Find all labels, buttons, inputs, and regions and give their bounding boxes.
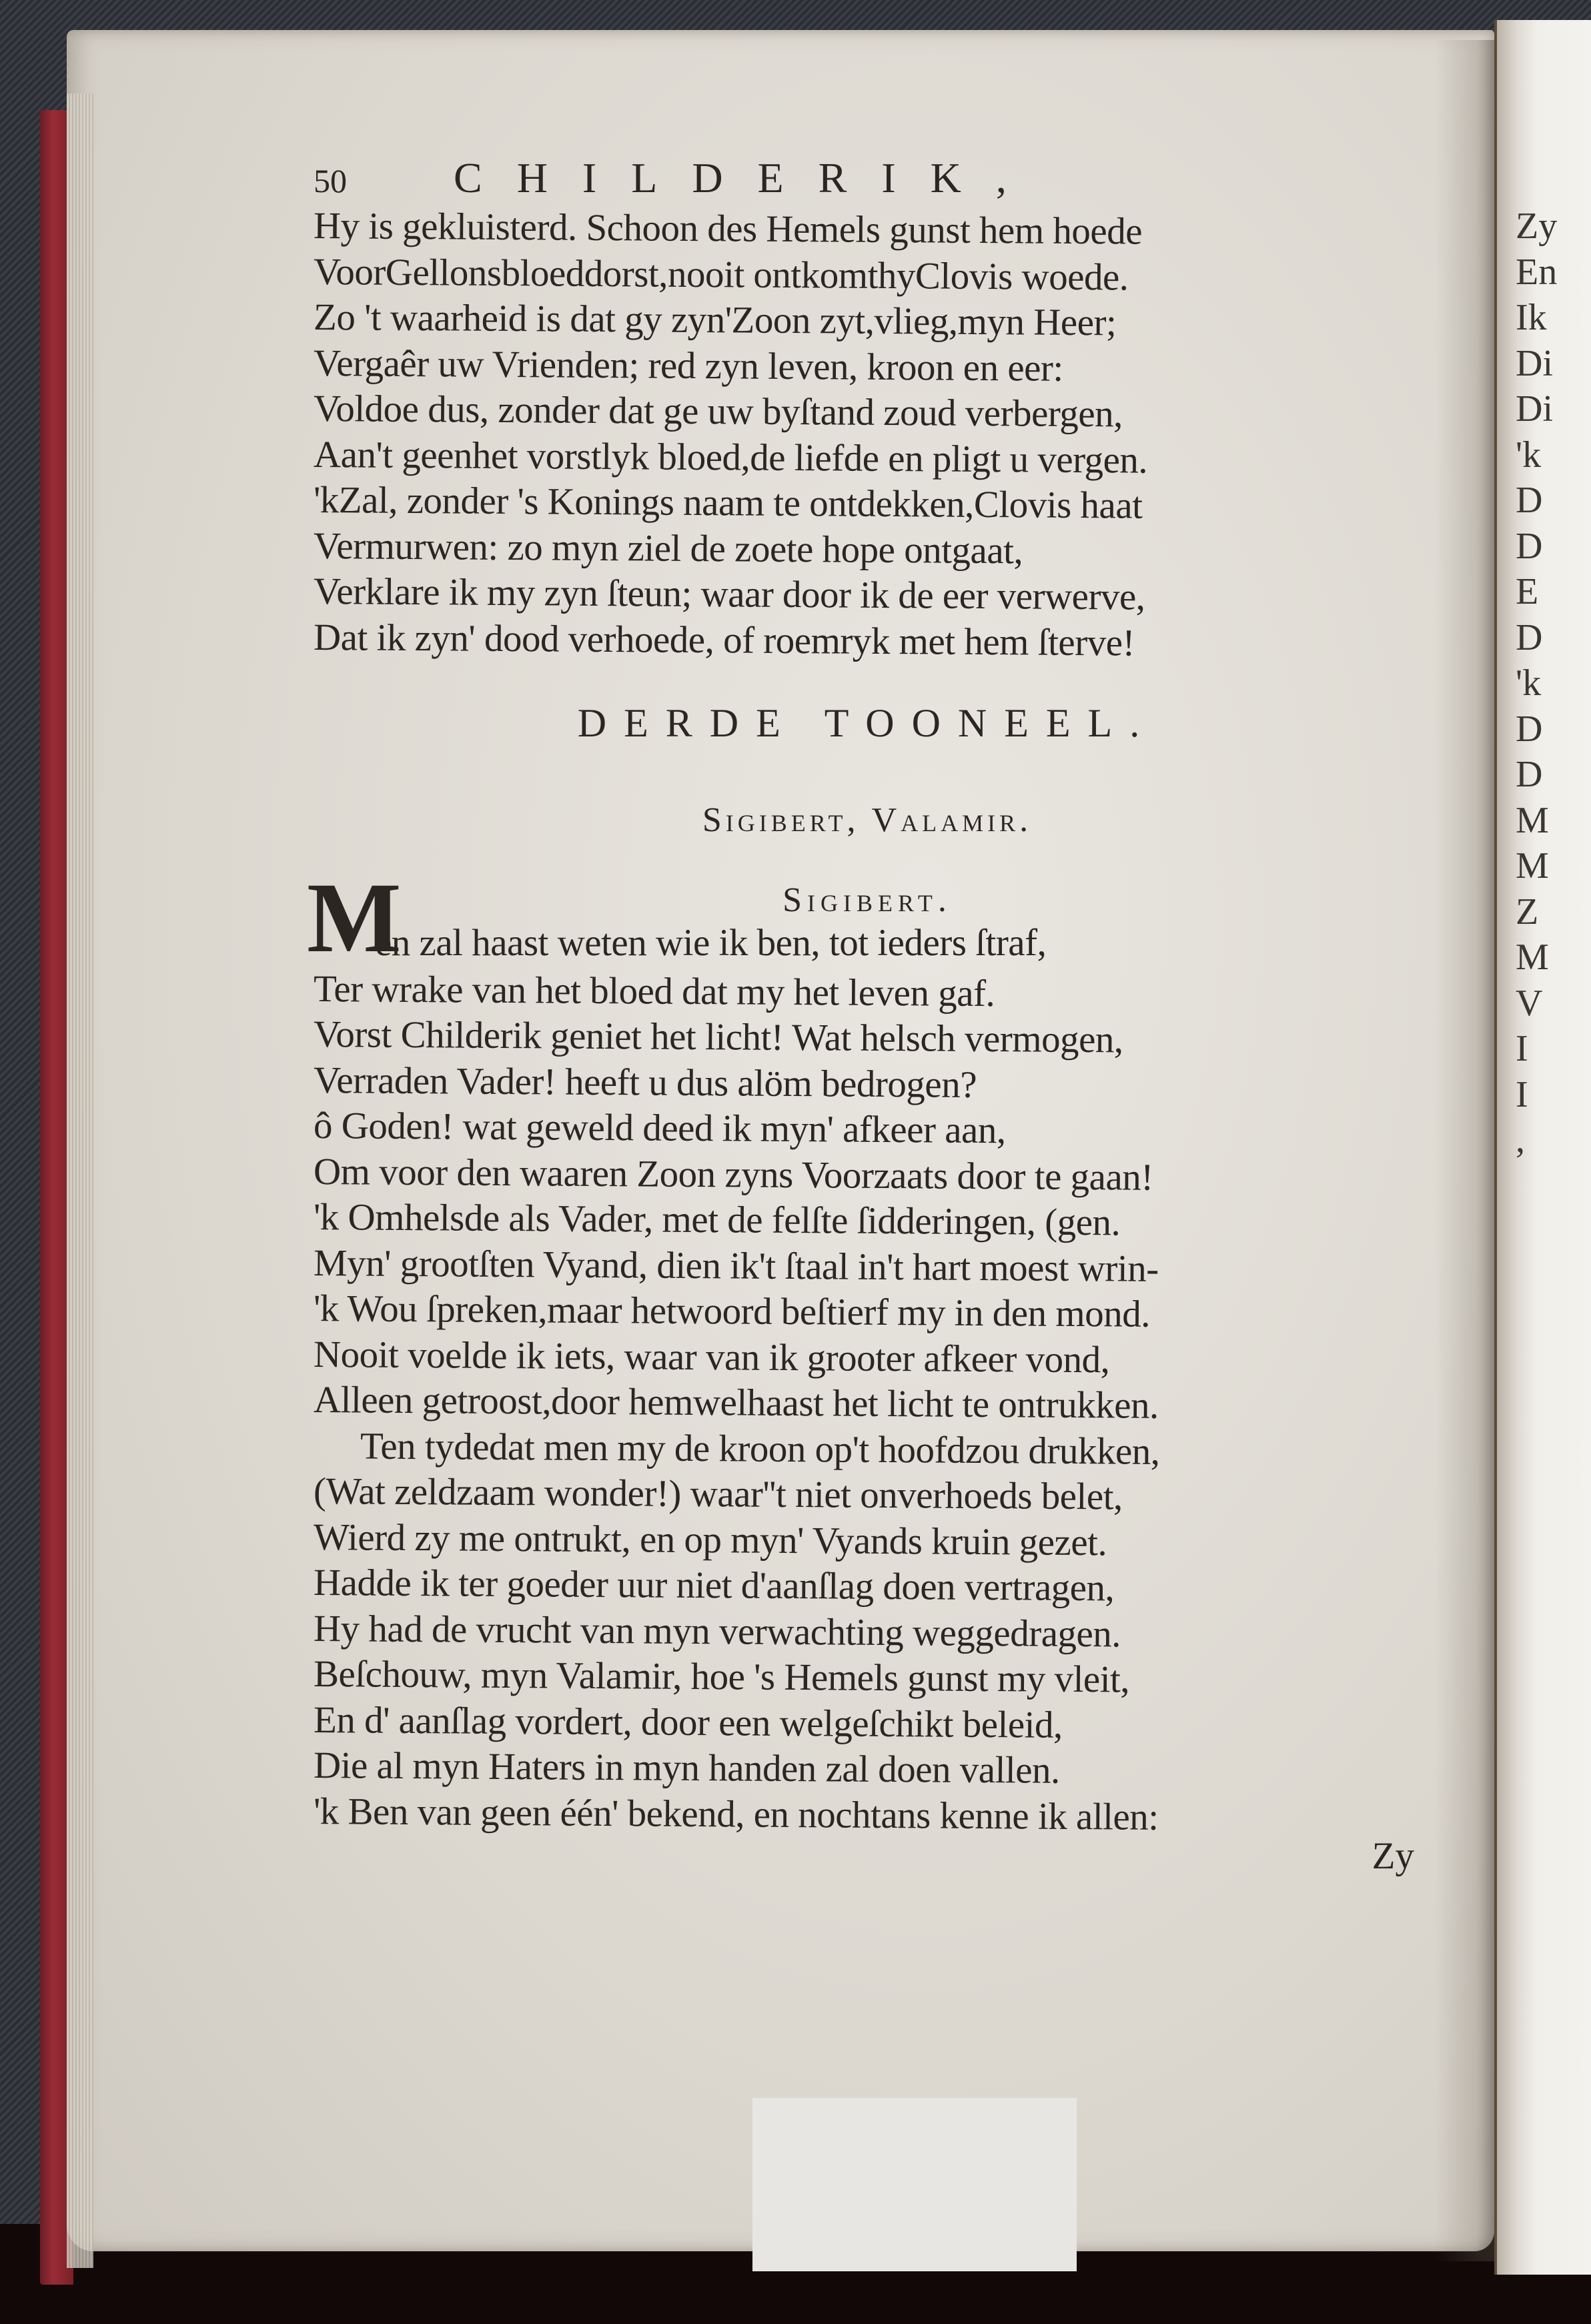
- facing-line-fragment: 'k: [1516, 662, 1542, 704]
- facing-line-fragment: V: [1516, 982, 1543, 1024]
- verse-line: 'k Ben van geen één' bekend, en nochtans kenne ik allen:: [313, 1790, 1159, 1838]
- facing-line-fragment: Ik: [1516, 297, 1547, 338]
- verse-line: Hy had de vrucht van myn verwachting weggedragen.: [313, 1607, 1121, 1655]
- verse-line: 'kZal, zonder 's Konings naam te ontdekken,Clovis haat: [313, 479, 1143, 527]
- facing-page-text: [1516, 203, 1557, 1163]
- scene-characters: Sigibert, Valamir.: [702, 801, 1033, 839]
- verse-line: Verraden Vader! heeft u dus alöm bedrogen?: [313, 1059, 977, 1106]
- verse-line: Voldoe dus, zonder dat ge uw byſtand zoud verbergen,: [313, 388, 1123, 436]
- verse-line: Aan't geenhet vorstlyk bloed,de liefde en pligt u vergen.: [313, 433, 1148, 482]
- verse-line: Beſchouw, myn Valamir, hoe 's Hemels gunst my vleit,: [313, 1653, 1130, 1701]
- verse-line: Dat ik zyn' dood verhoede, of roemryk met hem ſterve!: [313, 616, 1135, 664]
- verse-line: (Wat zeldzaam wonder!) waar''t niet onverhoeds belet,: [313, 1470, 1123, 1518]
- facing-line-fragment: Zy: [1516, 205, 1558, 247]
- facing-line-fragment: ,: [1516, 1119, 1525, 1161]
- verse-line: Vermurwen: zo myn ziel de zoete hope ontgaat,: [313, 524, 1023, 572]
- gutter-shadow: [1434, 40, 1494, 2261]
- verse-line: Verklare ik my zyn ſteun; waar door ik de eer verwerve,: [313, 570, 1145, 618]
- facing-line-fragment: Di: [1516, 342, 1553, 384]
- catchword: Zy: [1372, 1835, 1414, 1877]
- facing-line-fragment: Di: [1516, 388, 1553, 430]
- facing-line-fragment: 'k: [1516, 434, 1542, 476]
- facing-line-fragment: D: [1516, 480, 1543, 521]
- verse-line: ô Goden! wat geweld deed ik myn' afkeer aan,: [313, 1105, 1006, 1152]
- facing-line-fragment: Z: [1516, 891, 1539, 933]
- facing-line-fragment: D: [1516, 525, 1543, 567]
- verse-line: Wierd zy me ontrukt, en op myn' Vyands kruin gezet.: [313, 1516, 1107, 1564]
- running-title: CHILDERIK,: [454, 154, 1041, 201]
- page-edges: [67, 93, 93, 2268]
- facing-line-fragment: I: [1516, 1073, 1528, 1115]
- facing-line-fragment: D: [1516, 754, 1543, 795]
- facing-line-fragment: D: [1516, 616, 1543, 658]
- facing-line-fragment: M: [1516, 799, 1549, 841]
- facing-line-fragment: I: [1516, 1028, 1528, 1069]
- facing-line-fragment: M: [1516, 845, 1549, 887]
- verse-line: VoorGellonsbloeddorst,nooit ontkomthyClovis woede.: [313, 250, 1129, 299]
- verse-line: Myn' grootſten Vyand, dien ik't ſtaal in't hart moest wrin-: [313, 1241, 1159, 1290]
- facing-line-fragment: E: [1516, 571, 1539, 612]
- paper-patch: [752, 2098, 1077, 2271]
- verse-line: Hy is gekluisterd. Schoon des Hemels gunst hem hoede: [313, 205, 1143, 253]
- verse-line: Zo 't waarheid is dat gy zyn'Zoon zyt,vlieg,myn Heer;: [313, 296, 1117, 344]
- verse-before-scene: [313, 203, 1421, 664]
- verse-line: Nooit voelde ik iets, waar van ik grooter afkeer vond,: [313, 1333, 1110, 1381]
- drop-cap: M: [307, 862, 402, 973]
- verse-line: En d' aanſlag vordert, door een welgeſchikt beleid,: [313, 1698, 1063, 1746]
- verse-line: Om voor den waaren Zoon zyns Voorzaats door te gaan!: [313, 1150, 1153, 1199]
- verse-line: Alleen getroost,door hemwelhaast het licht te ontrukken.: [313, 1379, 1159, 1427]
- verse-line: Vergaêr uw Vrienden; red zyn leven, kroon en eer:: [313, 342, 1063, 390]
- verse-line: Ter wrake van het bloed dat my het leven gaf.: [313, 967, 995, 1015]
- verse-line: Hadde ik ter goeder uur niet d'aanſlag doen vertragen,: [313, 1562, 1115, 1610]
- scene-heading: DERDE TOONEEL.: [577, 701, 1157, 745]
- indented-verse-line: Ten tydedat men my de kroon op't hoofdzou drukken,: [360, 1424, 1160, 1473]
- verse-line: Die al myn Haters in myn handen zal doen vallen.: [313, 1744, 1061, 1792]
- facing-line-fragment: D: [1516, 708, 1543, 750]
- verse-line: Vorst Childerik geniet het licht! Wat helsch vermogen,: [313, 1013, 1123, 1061]
- facing-line-fragment: En: [1516, 251, 1558, 293]
- first-line-text: en zal haast weten wie ik ben, tot ieders ſtraf,: [375, 922, 1047, 964]
- speaker-name: Sigibert.: [782, 881, 952, 919]
- page-text-block: [307, 153, 1421, 1881]
- verse-line: 'k Omhelsde als Vader, met de felſte ſidderingen, (gen.: [313, 1196, 1121, 1244]
- running-head: [314, 153, 1421, 203]
- verse-line: 'k Wou ſpreken,maar hetwoord beſtierf my in den mond.: [313, 1287, 1151, 1335]
- page-number: 50: [314, 162, 347, 199]
- facing-line-fragment: M: [1516, 937, 1549, 978]
